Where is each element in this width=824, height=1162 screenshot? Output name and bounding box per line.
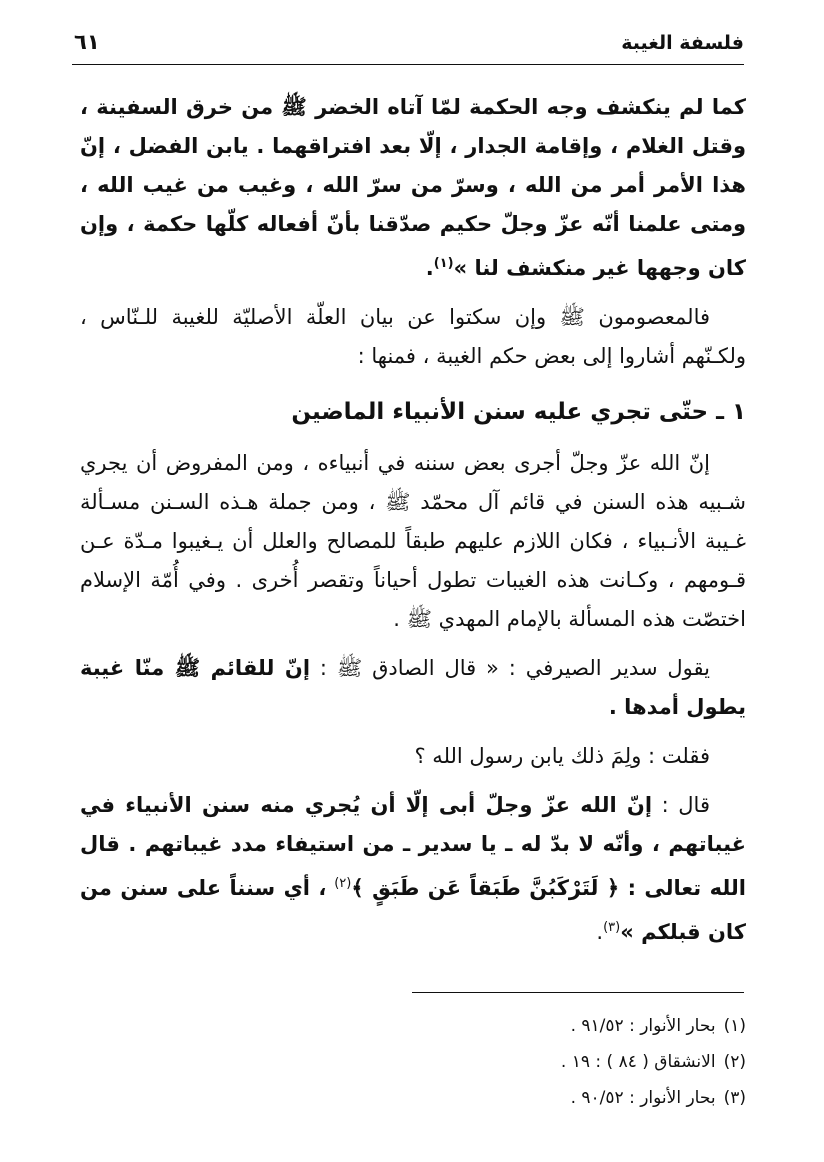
paragraph-infallibles: فالمعصومون ﷺ وإن سكتوا عن بيان العلّة الأصليّة للغيبة للـنّاس ، ولكـنّهم أشاروا إلى بعض حكم الغيبة ، فمنها :: [80, 305, 746, 368]
footnote-number: (٣): [723, 1088, 746, 1108]
footnote-ref: (٢): [334, 876, 352, 891]
paragraph-question: فقلت : ولِمَ ذلك يابن رسول الله ؟: [414, 744, 710, 768]
paragraph-answer: [80, 786, 746, 952]
running-title: فلسفة الغيبة: [621, 32, 744, 54]
footnote-separator: [412, 992, 744, 993]
page-number: ٦١: [74, 30, 100, 54]
footnotes: [80, 1008, 746, 1116]
narration-quote: إنّ للقائم ﷺ منّا غيبة يطول أمدها .: [80, 656, 746, 719]
paragraph-end: .: [596, 920, 604, 944]
footnote: [80, 1008, 746, 1044]
paragraph-sadir-narration: [80, 649, 746, 727]
paragraph-text: كما لم ينكشف وجه الحكمة لمّا آتاه الخضر ﷺ من خرق السفينة ، وقتل الغلام ، وإقامة الجدار ، إلّا بعد افتراقهما . يابن الفضل ، إنّ هذا الأمر أمر من الله ، وسرّ من سرّ الله ، وغيب من غيب الله ، ومتى علمنا أنّه عزّ وجلّ حكيم صدّقنا بأنّ أفعاله كلّها حكمة ، وإن كان وجهها غير منكشف لنا »: [80, 95, 746, 280]
answer-quote: إنّ الله عزّ وجلّ أبى إلّا أن يُجري منه سنن الأنبياء في غيباتهم ، وأنّه لا بدّ له ـ يا سدير ـ من استيفاء مدد غيباتهم . قال الله تعالى : ﴿ لَتَرْكَبُنَّ طَبَقاً عَن طَبَقٍ ﴾: [80, 793, 746, 900]
header-rule: [72, 64, 744, 65]
footnote: [80, 1080, 746, 1116]
page-header: [72, 28, 744, 60]
narration-lead: يقول سدير الصيرفي : « قال الصادق ﷺ :: [310, 656, 710, 680]
footnote-text: بحار الأنوار : ٩١/٥٢ .: [570, 1016, 716, 1036]
paragraph-prophets-traditions: إنّ الله عزّ وجلّ أجرى بعض سننه في أنبياءه ، ومن المفروض أن يجري شـبيه هذه السنن في قائم آل محمّد ﷺ ، ومن جملة هـذه السـنن مسـألة غـيبة الأنـبياء ، فكان اللازم عليهم طبقاً للمصالح والعلل أن يـغيبوا مـدّة عـن قـومهم ، وكـانت هذه الغيبات تطول أحياناً وتقصر أُخرى . وفي أُمّة الإسلام اختصّت هذه المسألة بالإمام المهدي ﷺ .: [80, 451, 746, 631]
footnote-ref: (١): [433, 256, 454, 271]
footnote-number: (١): [723, 1016, 746, 1036]
answer-quote-end: ، أي سنناً على سنن من كان قبلكم »: [80, 876, 746, 944]
footnote-text: بحار الأنوار : ٩٠/٥٢ .: [570, 1088, 716, 1108]
footnote-text: الانشقاق ( ٨٤ ) : ١٩ .: [560, 1052, 716, 1072]
answer-lead: قال :: [652, 793, 710, 817]
footnote-number: (٢): [723, 1052, 746, 1072]
footnote: [80, 1044, 746, 1080]
page-body: [80, 88, 746, 952]
paragraph-quote-continuation: [80, 88, 746, 288]
footnote-ref: (٣): [603, 920, 621, 935]
section-heading: ١ ـ حتّى تجري عليه سنن الأنبياء الماضين: [291, 399, 746, 425]
paragraph-end: .: [425, 256, 434, 280]
